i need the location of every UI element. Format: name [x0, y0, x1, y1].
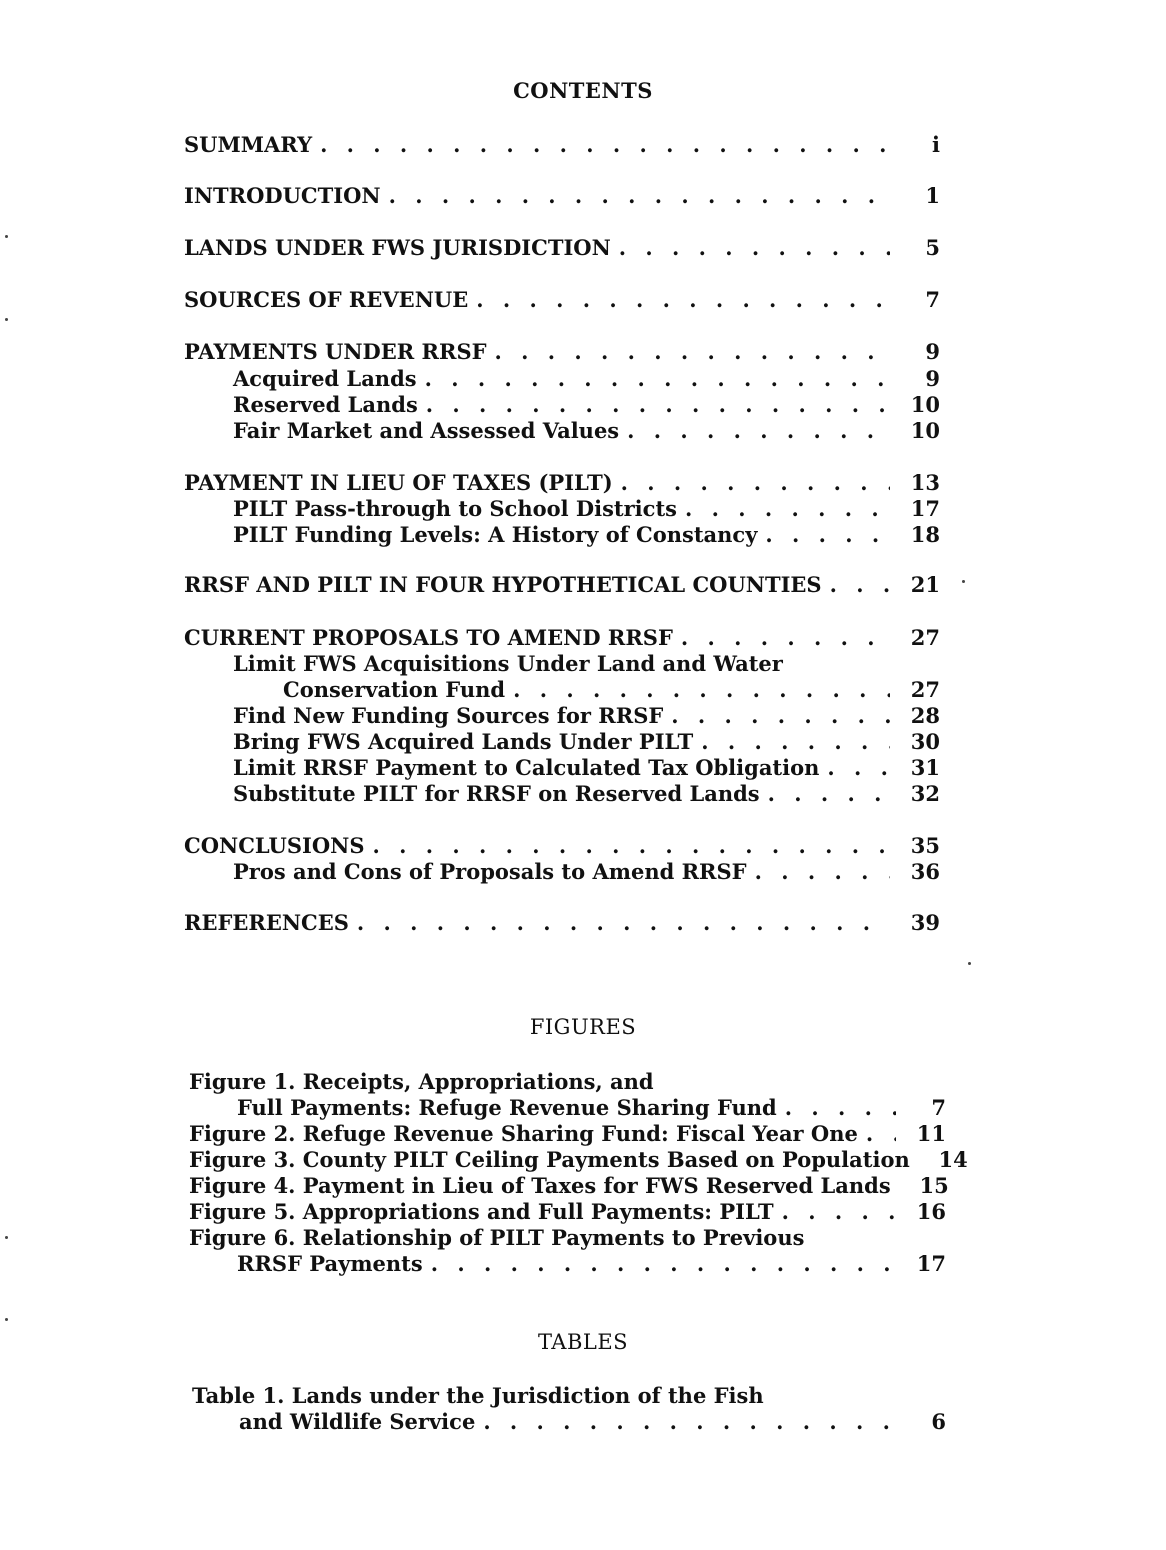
toc-label: CURRENT PROPOSALS TO AMEND RRSF	[184, 625, 673, 650]
leader-dots	[685, 496, 890, 521]
figure-entry	[189, 1225, 946, 1251]
toc-label: LANDS UNDER FWS JURISDICTION	[184, 235, 611, 260]
figure-entry	[237, 1095, 946, 1121]
toc-subentry	[233, 859, 940, 885]
figure-entry	[189, 1147, 968, 1173]
leader-dots	[513, 677, 890, 702]
toc-label: Limit FWS Acquisitions Under Land and Water	[233, 651, 783, 676]
toc-label: PILT Pass-through to School Districts	[233, 496, 677, 521]
tables-heading: TABLES	[537, 1330, 629, 1354]
toc-subentry	[233, 366, 940, 392]
toc-label: Substitute PILT for RRSF on Reserved Lands	[233, 781, 760, 806]
figure-label: Figure 5. Appropriations and Full Payments: PILT	[189, 1199, 774, 1224]
toc-page: 9	[925, 366, 940, 391]
toc-page: 10	[910, 392, 940, 417]
figure-entry	[189, 1069, 946, 1095]
toc-label: Acquired Lands	[233, 366, 417, 391]
leader-dots	[671, 703, 890, 728]
toc-label: INTRODUCTION	[184, 183, 381, 208]
toc-label: SUMMARY	[184, 132, 313, 157]
toc-page: 32	[910, 781, 940, 806]
toc-entry	[184, 235, 940, 261]
leader-dots	[373, 833, 891, 858]
toc-page: 5	[925, 235, 940, 260]
toc-page: 35	[910, 833, 940, 858]
leader-dots	[389, 183, 890, 208]
toc-page: 28	[910, 703, 940, 728]
toc-page: 31	[910, 755, 940, 780]
toc-page: 7	[925, 287, 940, 312]
toc-entry	[184, 339, 940, 365]
figure-page: 15	[919, 1173, 949, 1198]
figure-label: Full Payments: Refuge Revenue Sharing Fund	[237, 1095, 777, 1120]
toc-entry	[184, 625, 940, 651]
toc-subentry	[233, 703, 940, 729]
figure-label: Figure 4. Payment in Lieu of Taxes for FWS Reserved Lands	[189, 1173, 891, 1198]
toc-label: PAYMENT IN LIEU OF TAXES (PILT)	[184, 470, 613, 495]
toc-subentry	[233, 781, 940, 807]
toc-subentry	[233, 651, 940, 677]
figure-entry	[189, 1199, 946, 1225]
toc-subentry	[233, 522, 940, 548]
toc-label: Fair Market and Assessed Values	[233, 418, 620, 443]
leader-dots	[431, 1251, 896, 1276]
toc-label: Limit RRSF Payment to Calculated Tax Obligation	[233, 755, 820, 780]
leader-dots	[476, 287, 890, 312]
toc-subentry	[233, 496, 940, 522]
toc-subentry	[283, 677, 940, 703]
leader-dots	[495, 339, 890, 364]
toc-page: 21	[910, 572, 940, 597]
table-label: and Wildlife Service	[239, 1409, 476, 1434]
toc-label: RRSF AND PILT IN FOUR HYPOTHETICAL COUNTIES	[184, 572, 822, 597]
toc-page: 9	[925, 339, 940, 364]
toc-page: 1	[925, 183, 940, 208]
toc-label: Reserved Lands	[233, 392, 418, 417]
leader-dots	[619, 235, 890, 260]
leader-dots	[425, 366, 890, 391]
figure-page: 17	[916, 1251, 946, 1276]
leader-dots	[768, 781, 890, 806]
toc-label: REFERENCES	[184, 910, 349, 935]
toc-label: Find New Funding Sources for RRSF	[233, 703, 664, 728]
figure-page: 11	[916, 1121, 946, 1146]
toc-label: Bring FWS Acquired Lands Under PILT	[233, 729, 694, 754]
scan-speck	[968, 962, 971, 965]
toc-page: 10	[910, 418, 940, 443]
leader-dots	[866, 1121, 896, 1146]
toc-subentry	[233, 729, 940, 755]
leader-dots	[483, 1409, 896, 1434]
leader-dots	[426, 392, 890, 417]
toc-entry	[184, 132, 940, 158]
leader-dots	[827, 755, 890, 780]
leader-dots	[681, 625, 890, 650]
toc-subentry	[233, 418, 940, 444]
toc-entry	[184, 287, 940, 313]
leader-dots	[701, 729, 890, 754]
scan-speck	[5, 318, 8, 321]
leader-dots	[755, 859, 890, 884]
figure-label: Figure 1. Receipts, Appropriations, and	[189, 1069, 654, 1094]
leader-dots	[621, 470, 890, 495]
toc-page: 30	[910, 729, 940, 754]
toc-page: i	[932, 132, 940, 157]
toc-page: 39	[910, 910, 940, 935]
toc-subentry	[233, 392, 940, 418]
figure-page: 16	[916, 1199, 946, 1224]
scan-speck	[5, 235, 8, 238]
toc-subentry	[233, 755, 940, 781]
scan-speck	[962, 580, 965, 583]
leader-dots	[320, 132, 890, 157]
figure-page: 14	[938, 1147, 968, 1172]
leader-dots	[765, 522, 890, 547]
toc-page: 27	[910, 625, 940, 650]
toc-entry	[184, 833, 940, 859]
leader-dots	[830, 572, 890, 597]
toc-entry	[184, 572, 940, 598]
toc-page: 13	[910, 470, 940, 495]
table-entry	[192, 1383, 949, 1409]
leader-dots	[782, 1199, 896, 1224]
toc-label: Conservation Fund	[283, 677, 506, 702]
toc-page: 18	[910, 522, 940, 547]
scan-speck	[5, 1236, 8, 1239]
figure-label: Figure 6. Relationship of PILT Payments to Previous	[189, 1225, 805, 1250]
leader-dots	[785, 1095, 896, 1120]
toc-page: 17	[910, 496, 940, 521]
figure-entry	[237, 1251, 946, 1277]
figure-label: Figure 3. County PILT Ceiling Payments Based on Population	[189, 1147, 910, 1172]
toc-entry	[184, 910, 940, 936]
leader-dots	[627, 418, 890, 443]
table-entry	[239, 1409, 946, 1435]
figures-heading: FIGURES	[529, 1015, 637, 1039]
toc-label: SOURCES OF REVENUE	[184, 287, 469, 312]
toc-label: Pros and Cons of Proposals to Amend RRSF	[233, 859, 747, 884]
toc-entry	[184, 183, 940, 209]
toc-page: 36	[910, 859, 940, 884]
figure-page: 7	[931, 1095, 946, 1120]
figure-label: Figure 2. Refuge Revenue Sharing Fund: Fiscal Year One	[189, 1121, 858, 1146]
figure-entry	[189, 1173, 949, 1199]
table-page: 6	[931, 1409, 946, 1434]
toc-entry	[184, 470, 940, 496]
toc-label: PAYMENTS UNDER RRSF	[184, 339, 487, 364]
leader-dots	[357, 910, 890, 935]
figure-label: RRSF Payments	[237, 1251, 423, 1276]
toc-label: PILT Funding Levels: A History of Constancy	[233, 522, 758, 547]
toc-label: CONCLUSIONS	[184, 833, 365, 858]
toc-page: 27	[910, 677, 940, 702]
table-label: Table 1. Lands under the Jurisdiction of the Fish	[192, 1383, 764, 1408]
figure-entry	[189, 1121, 946, 1147]
scan-speck	[5, 1318, 8, 1321]
contents-heading: CONTENTS	[513, 78, 653, 103]
